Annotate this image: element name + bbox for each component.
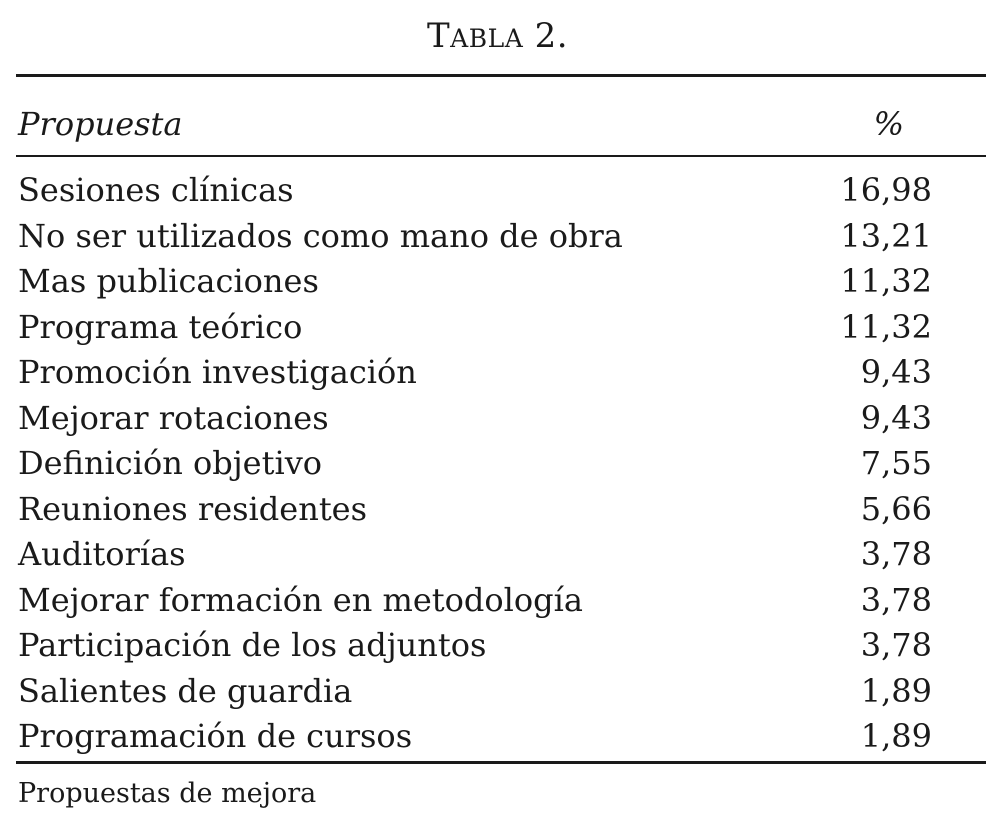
row-value: 9,43 xyxy=(860,353,932,391)
row-value: 7,55 xyxy=(860,444,932,482)
table-row xyxy=(18,714,932,760)
row-label: Programa teórico xyxy=(18,307,303,346)
header-percent: % xyxy=(873,105,904,143)
row-value: 9,43 xyxy=(860,398,932,437)
table-row xyxy=(18,305,932,351)
table-row xyxy=(18,623,932,669)
row-label: Mejorar rotaciones xyxy=(18,398,329,437)
row-label: Participación de los adjuntos xyxy=(18,626,487,664)
row-value: 16,98 xyxy=(840,171,932,209)
row-value: 13,21 xyxy=(840,216,932,255)
bottom-rule xyxy=(16,761,986,764)
table-row xyxy=(18,259,932,305)
row-label: Reuniones residentes xyxy=(18,489,368,528)
row-label: Definición objetivo xyxy=(18,444,323,482)
top-rule xyxy=(16,74,986,77)
row-label: Mas publicaciones xyxy=(18,262,319,300)
table-row xyxy=(18,669,932,715)
row-value: 3,78 xyxy=(860,626,932,664)
table-caption: Propuestas de mejora xyxy=(18,778,317,809)
row-value: 3,78 xyxy=(860,580,932,619)
table-row xyxy=(18,441,932,487)
table-title-number: 2. xyxy=(523,16,569,56)
table-title xyxy=(0,14,995,61)
header-rule xyxy=(16,155,986,157)
table-row xyxy=(18,168,932,214)
table-body xyxy=(18,168,932,760)
row-label: No ser utilizados como mano de obra xyxy=(18,216,623,255)
row-value: 3,78 xyxy=(860,535,932,573)
row-label: Mejorar formación en metodología xyxy=(18,580,583,619)
row-value: 1,89 xyxy=(860,671,932,710)
table-row xyxy=(18,532,932,578)
row-label: Salientes de guardia xyxy=(18,671,353,710)
row-value: 11,32 xyxy=(840,262,932,300)
table-row xyxy=(18,578,932,624)
row-label: Sesiones clínicas xyxy=(18,171,294,209)
row-label: Programación de cursos xyxy=(18,717,413,755)
row-value: 11,32 xyxy=(840,307,932,346)
table-row xyxy=(18,350,932,396)
table-title-smallcaps: ABLA xyxy=(450,24,524,53)
row-value: 1,89 xyxy=(860,717,932,755)
row-value: 5,66 xyxy=(860,489,932,528)
table-title-initial: T xyxy=(426,16,451,56)
row-label: Promoción investigación xyxy=(18,353,417,391)
header-proposal: Propuesta xyxy=(18,105,183,143)
table-header xyxy=(18,102,932,146)
table-row xyxy=(18,214,932,260)
row-label: Auditorías xyxy=(18,535,186,573)
table-row xyxy=(18,396,932,442)
table-row xyxy=(18,487,932,533)
